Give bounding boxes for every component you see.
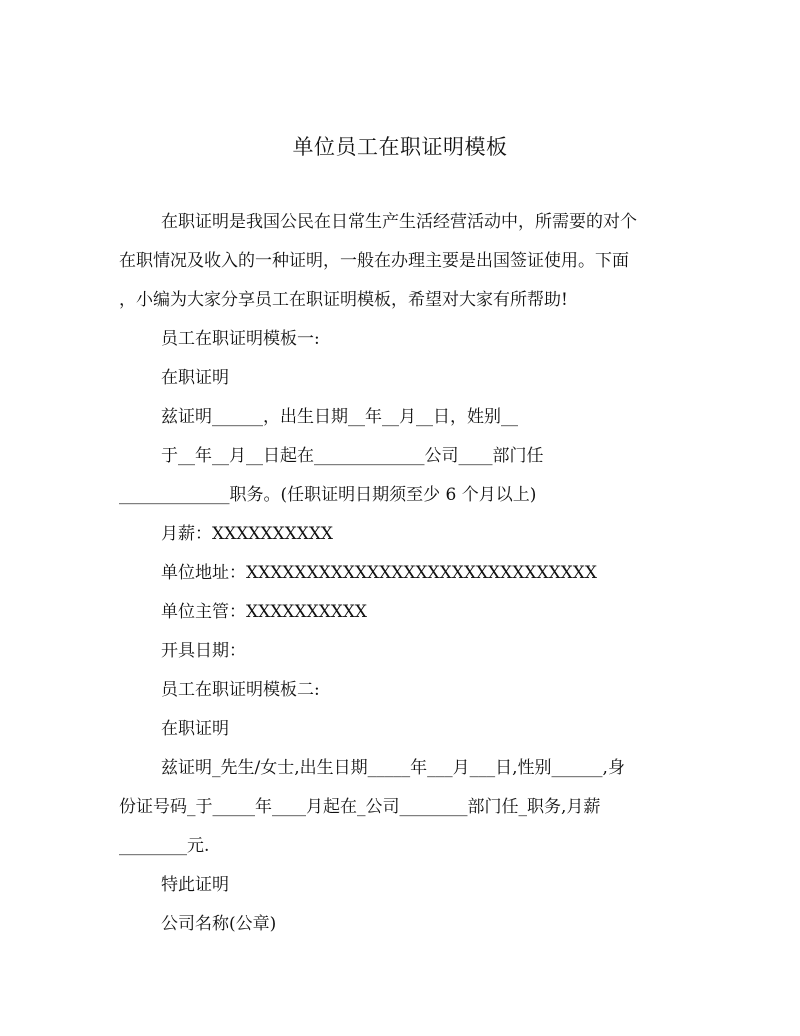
document-line: ________元. — [119, 836, 210, 856]
document-line: 公司名称(公章) — [161, 914, 277, 934]
document-line: 在职证明 — [161, 368, 229, 388]
document-line: 在职证明是我国公民在日常生产生活经营活动中，所需要的对个 — [161, 212, 637, 232]
document-line: 兹证明______，出生日期__年__月__日，姓别__ — [161, 407, 518, 427]
document-body — [119, 203, 694, 944]
document-line: ，小编为大家分享员工在职证明模板，希望对大家有所帮助! — [119, 290, 568, 310]
document-line: 在职情况及收入的一种证明，一般在办理主要是出国签证使用。下面 — [119, 251, 629, 271]
document-line: 月薪：XXXXXXXXXX — [161, 524, 334, 544]
document-line: 员工在职证明模板一: — [161, 329, 320, 349]
document-line: 份证号码_于_____年____月起在_公司________部门任_职务,月薪 — [119, 797, 601, 817]
document-line: 特此证明 — [161, 875, 229, 895]
document-line: 于__年__月__日起在_____________公司____部门任 — [161, 446, 544, 466]
document-title: 单位员工在职证明模板 — [292, 135, 508, 159]
document-line: 开具日期： — [161, 641, 246, 661]
document-line: 单位地址：XXXXXXXXXXXXXXXXXXXXXXXXXXXXX — [161, 563, 597, 583]
document-line: 员工在职证明模板二: — [161, 680, 320, 700]
document-line: 单位主管：XXXXXXXXXX — [161, 602, 368, 622]
document-line: 在职证明 — [161, 719, 229, 739]
document-line: 兹证明_先生/女士,出生日期_____年___月___日,性别______,身 — [161, 758, 625, 778]
document-line: _____________职务。(任职证明日期须至少 6 个月以上) — [119, 485, 537, 505]
